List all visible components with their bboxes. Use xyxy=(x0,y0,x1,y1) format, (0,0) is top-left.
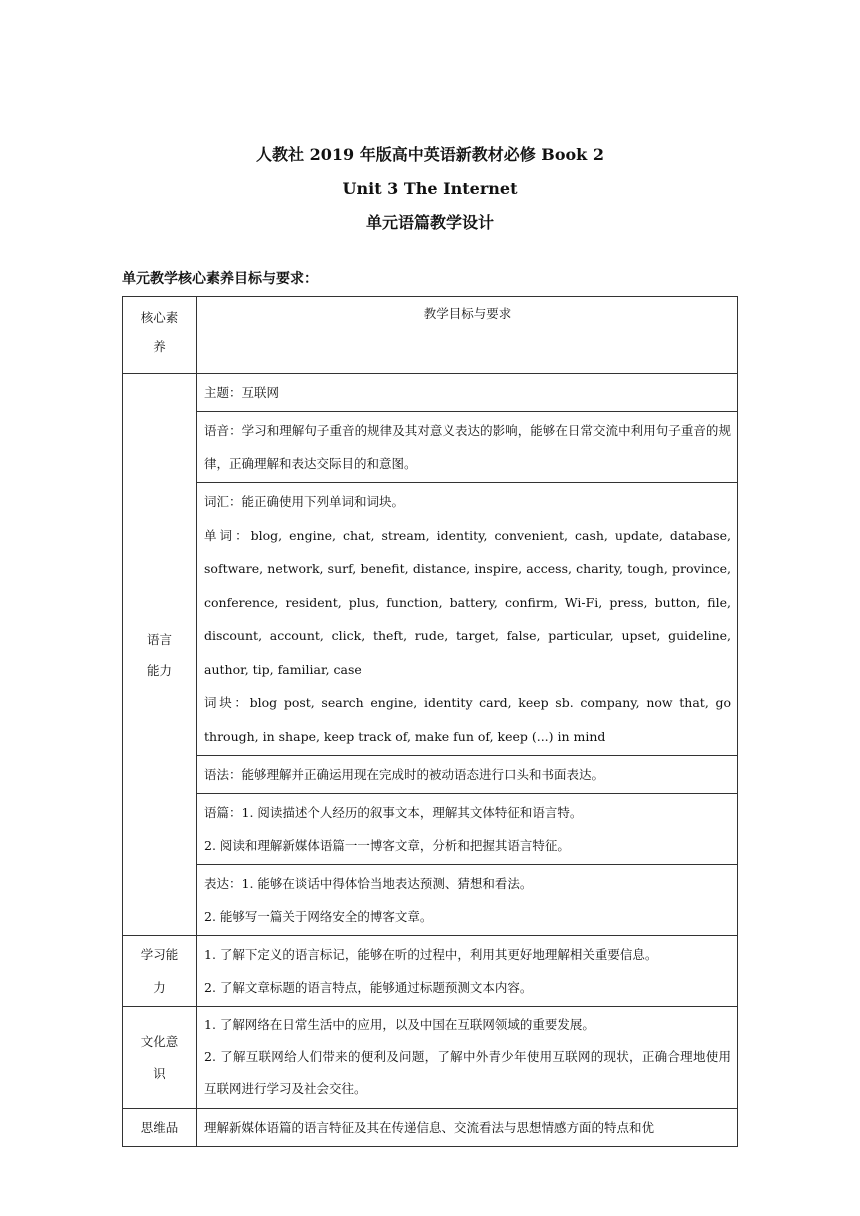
language-grammar: 语法：能够理解并正确运用现在完成时的被动语态进行口头和书面表达。 xyxy=(197,756,738,794)
table-row xyxy=(123,936,738,1007)
language-discourse xyxy=(197,794,738,865)
vocab-words: 单词：blog, engine, chat, stream, identity, convenient, cash, update, database, software, network, surf, benefit, distance, inspire, access, charity, tough, province, conference, resident, plus, function, battery, confirm, Wi-Fi, press, button, file, discount, account, click, theft, rude, target, false, particular, upset, guideline, author, tip, familiar, case xyxy=(204,527,731,677)
table-row xyxy=(123,794,738,865)
table-row xyxy=(123,1007,738,1109)
table-row xyxy=(123,412,738,483)
vocab-intro: 词汇：能正确使用下列单词和词块。 xyxy=(204,494,405,509)
label-language-ability xyxy=(123,374,197,936)
language-expression xyxy=(197,865,738,936)
language-vocabulary xyxy=(197,483,738,756)
culture-item-2: 2. 了解互联网给人们带来的便利及问题，了解中外青少年使用互联网的现状，正确合理地使用互联网进行学习及社会交往。 xyxy=(204,1049,731,1096)
header-core-literacy xyxy=(123,297,197,374)
table-row xyxy=(123,865,738,936)
label-cultural-awareness-text: 文化意识 xyxy=(140,1033,179,1081)
thinking-quality-content: 理解新媒体语篇的语言特征及其在传递信息、交流看法与思想情感方面的特点和优 xyxy=(197,1109,738,1147)
discourse-item-2: 2. 阅读和理解新媒体语篇一一博客文章，分析和把握其语言特征。 xyxy=(204,838,570,853)
learning-item-2: 2. 了解文章标题的语言特点，能够通过标题预测文本内容。 xyxy=(204,980,533,995)
header-objectives: 教学目标与要求 xyxy=(197,297,738,374)
expression-item-2: 2. 能够写一篇关于网络安全的博客文章。 xyxy=(204,909,433,924)
label-thinking-quality: 思维品 xyxy=(123,1109,197,1147)
label-learning-ability xyxy=(123,936,197,1007)
culture-item-1: 1. 了解网络在日常生活中的应用，以及中国在互联网领域的重要发展。 xyxy=(204,1017,595,1032)
objectives-table xyxy=(122,296,738,1147)
learning-ability-content xyxy=(197,936,738,1007)
label-cultural-awareness xyxy=(123,1007,197,1109)
table-header-row xyxy=(123,297,738,374)
table-row xyxy=(123,483,738,756)
design-title: 单元语篇教学设计 xyxy=(365,213,494,232)
header-core-literacy-text: 核心素养 xyxy=(140,310,179,354)
language-theme: 主题：互联网 xyxy=(197,374,738,412)
label-language-ability-text: 语言能力 xyxy=(146,631,172,678)
table-row xyxy=(123,374,738,412)
vocab-chunks: 词块：blog post, search engine, identity card, keep sb. company, now that, go through, in shape, keep track of, make fun of, keep (...) in mind xyxy=(204,695,731,744)
learning-item-1: 1. 了解下定义的语言标记，能够在听的过程中，利用其更好地理解相关重要信息。 xyxy=(204,947,658,962)
cultural-awareness-content xyxy=(197,1007,738,1109)
label-learning-ability-text: 学习能力 xyxy=(140,947,179,995)
table-row xyxy=(123,1109,738,1147)
expression-item-1: 表达：1. 能够在谈话中得体恰当地表达预测、猜想和看法。 xyxy=(204,876,533,891)
section-heading: 单元教学核心素养目标与要求： xyxy=(122,271,318,287)
document-title: 人教社 2019 年版高中英语新教材必修 Book 2 xyxy=(256,145,604,164)
language-phonetics: 语音：学习和理解句子重音的规律及其对意义表达的影响，能够在日常交流中利用句子重音的规律，正确理解和表达交际目的和意图。 xyxy=(197,412,738,483)
table-row xyxy=(123,756,738,794)
unit-title: Unit 3 The Internet xyxy=(342,179,518,198)
discourse-item-1: 语篇：1. 阅读描述个人经历的叙事文本，理解其文体特征和语言特。 xyxy=(204,805,583,820)
